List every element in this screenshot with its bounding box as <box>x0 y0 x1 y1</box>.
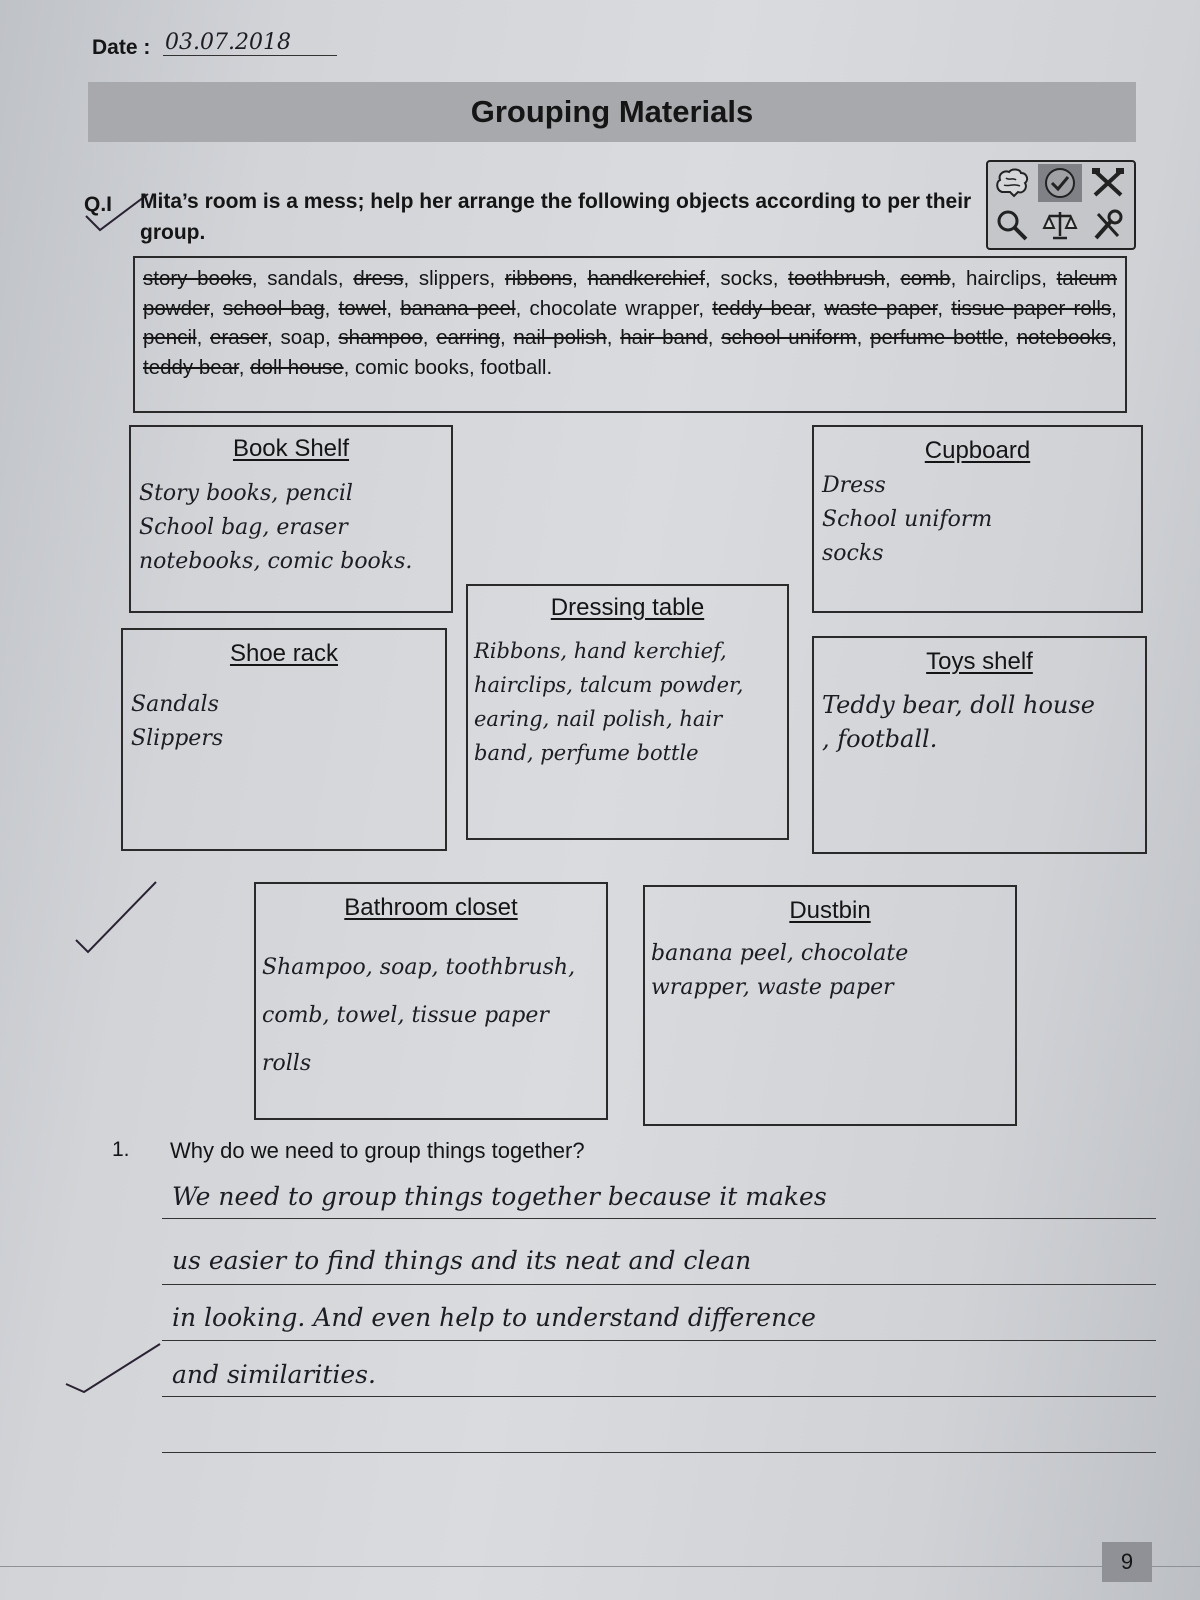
object-item: story books <box>143 267 252 290</box>
answer-text: in looking. And even help to understand difference <box>172 1303 816 1332</box>
box-book-shelf <box>129 425 453 613</box>
box-toys-shelf <box>812 636 1147 854</box>
box-answer: banana peel, chocolate wrapper, waste paper <box>651 941 909 1000</box>
teacher-tick-icon <box>64 1340 164 1400</box>
object-item: shampoo <box>338 326 423 349</box>
box-cupboard <box>812 425 1143 613</box>
skills-icon-panel <box>986 160 1136 250</box>
footer-rule <box>0 1566 1200 1567</box>
check-icon <box>1038 164 1082 202</box>
date-label: Date : <box>92 36 151 59</box>
title-band <box>88 82 1136 142</box>
box-title: Dustbin <box>789 897 871 924</box>
object-item: perfume bottle <box>870 326 1004 349</box>
box-title: Shoe rack <box>229 640 339 667</box>
answer-text: We need to group things together because it makes <box>172 1182 827 1211</box>
box-title: Cupboard <box>924 437 1031 464</box>
object-item: hairclips <box>966 267 1042 290</box>
object-item: waste paper <box>824 296 938 320</box>
answer-line <box>162 1218 1156 1219</box>
box-title: Dressing table <box>550 594 705 621</box>
teacher-tick-icon <box>72 878 162 958</box>
question-text: Why do we need to group things together? <box>170 1138 585 1163</box>
magnifier-icon <box>990 206 1034 244</box>
answer-line <box>162 1396 1156 1397</box>
object-item: tissue paper rolls <box>951 296 1112 320</box>
page-title: Grouping Materials <box>470 94 754 129</box>
question-number: 1. <box>112 1138 130 1161</box>
question-label: Q.I <box>84 193 113 216</box>
box-title: Toys shelf <box>926 648 1033 675</box>
answer-text: and similarities. <box>172 1360 376 1389</box>
box-title: Bathroom closet <box>344 894 518 921</box>
object-item: notebooks <box>1016 326 1112 349</box>
answer-line <box>162 1452 1156 1453</box>
object-item: football <box>480 355 547 379</box>
box-dressing-table <box>466 584 789 840</box>
object-item: soap <box>280 326 325 349</box>
tools-cross-icon <box>1086 164 1130 202</box>
object-item: comb <box>900 267 951 290</box>
object-item: dress <box>353 267 404 290</box>
date-value: 03.07.2018 <box>163 30 337 56</box>
answer-line <box>162 1284 1156 1285</box>
object-item: pencil <box>143 326 197 349</box>
object-item: sandals <box>267 267 338 290</box>
object-item: hair band <box>620 326 708 349</box>
answer-line <box>162 1340 1156 1341</box>
box-answer: Story books, pencil School bag, eraser notebooks, comic books. <box>139 481 413 574</box>
object-item: talcum powder <box>143 267 1117 320</box>
object-item: socks <box>720 267 773 290</box>
object-item: chocolate wrapper <box>529 296 699 320</box>
box-answer: Ribbons, hand kerchief, hairclips, talcum powder, earing, nail polish, hair band, perfume bottle <box>474 639 744 765</box>
object-item: banana peel <box>400 296 516 320</box>
object-item: slippers <box>418 267 490 290</box>
object-item: school bag <box>222 296 325 320</box>
box-shoe-rack <box>121 628 447 851</box>
box-answer: Teddy bear, doll house , football. <box>822 691 1095 753</box>
wrench-screwdriver-icon <box>1086 206 1130 244</box>
question-text: Mita’s room is a mess; help her arrange the following objects according to per their group. <box>140 190 972 244</box>
object-item: toothbrush <box>788 267 886 290</box>
page-number: 9 <box>1102 1542 1152 1582</box>
object-item: doll house <box>250 355 344 379</box>
box-bathroom-closet <box>254 882 608 1120</box>
object-item: school uniform <box>721 326 857 349</box>
object-item: ribbons <box>504 267 573 290</box>
box-answer: Shampoo, soap, toothbrush, comb, towel, tissue paper rolls <box>262 955 576 1076</box>
object-item: earring <box>436 326 501 349</box>
objects-list: story books, sandals, dress, slippers, ribbons, handkerchief, socks, toothbrush, comb, hairclips, talcum powder, school bag, towel, banana peel, chocolate wrapper, teddy bear, waste paper, tissue paper rolls, pencil, eraser, soap, shampoo, earring, nail polish, hair band, school uniform, perfume bottle, notebooks, teddy bear, doll house, comic books, football. <box>133 256 1127 413</box>
box-answer: Dress School uniform socks <box>822 473 993 566</box>
balance-scale-icon <box>1038 206 1082 244</box>
box-answer: Sandals Slippers <box>131 692 224 751</box>
brain-icon <box>990 164 1034 202</box>
box-title: Book Shelf <box>232 435 350 462</box>
object-item: eraser <box>210 326 268 349</box>
object-item: teddy bear <box>143 355 239 379</box>
object-item: handkerchief <box>587 267 705 290</box>
box-dustbin <box>643 885 1017 1126</box>
answer-text: us easier to find things and its neat and clean <box>172 1246 752 1275</box>
object-item: comic books <box>355 355 469 379</box>
object-item: teddy bear <box>712 296 811 320</box>
object-item: towel <box>338 296 387 320</box>
object-item: nail polish <box>513 326 607 349</box>
